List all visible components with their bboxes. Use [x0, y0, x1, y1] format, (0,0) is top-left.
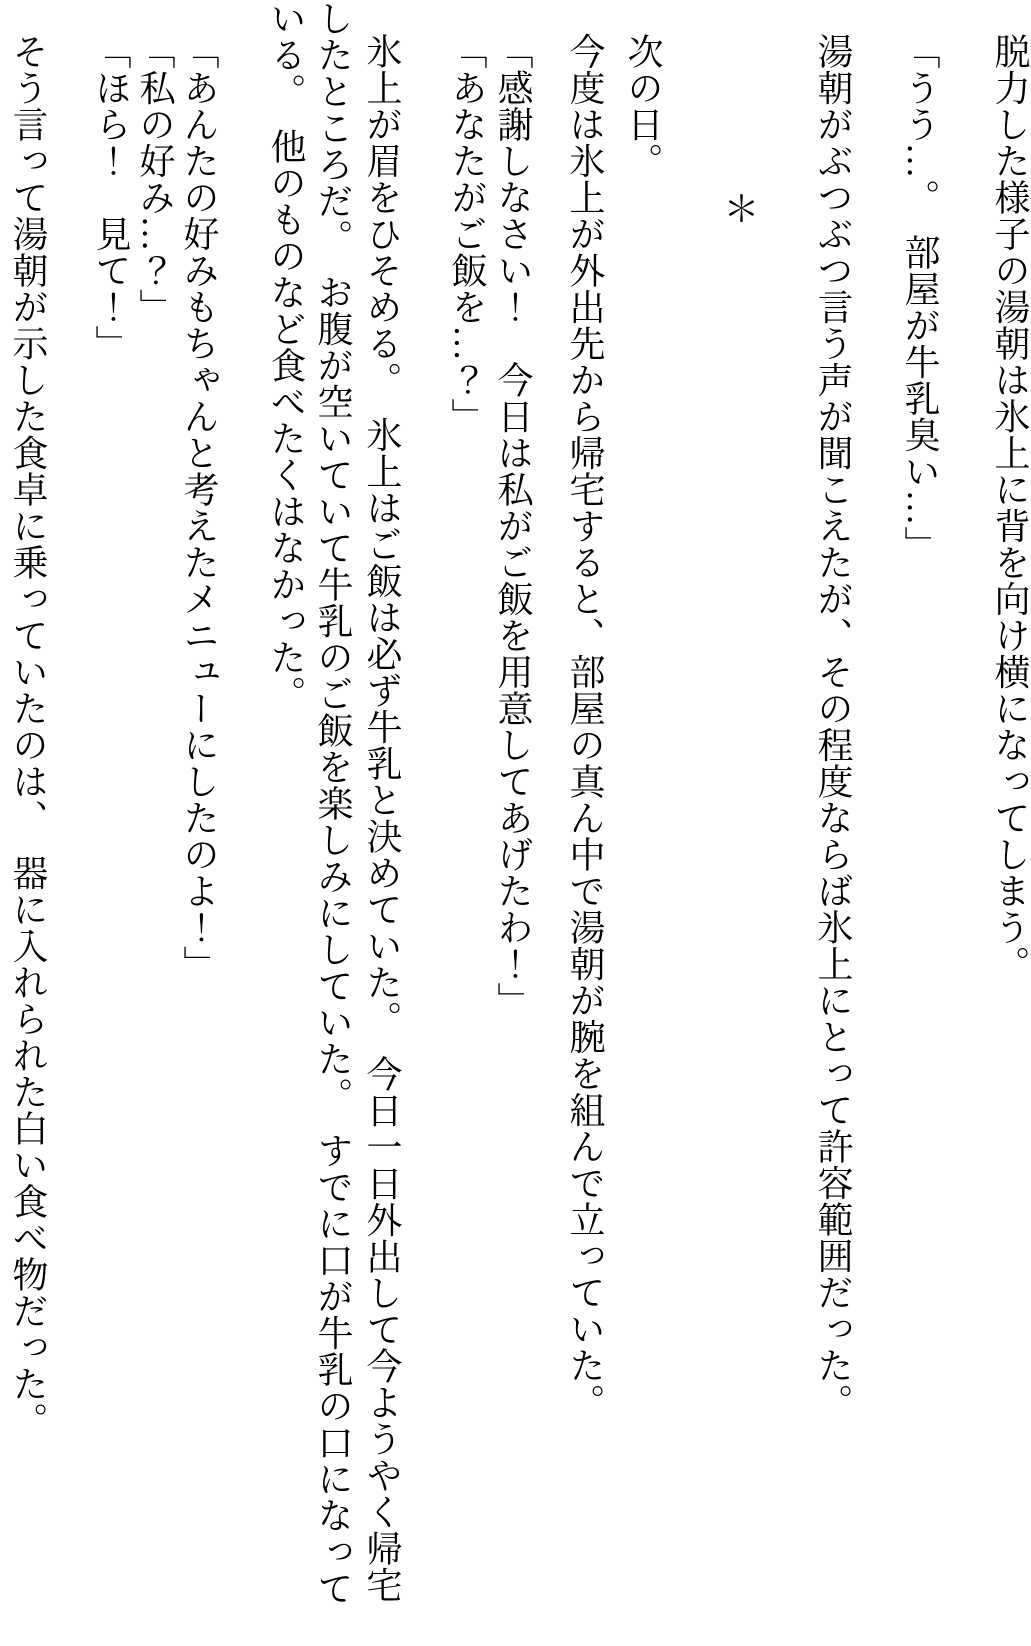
text-line-13: 「私の好み…？」: [135, 33, 175, 325]
text-line-14: 「ほら！ 見て！」: [91, 33, 131, 362]
text-line-3: 湯朝がぶつぶつ言う声が聞こえたが、その程度ならば氷上にとって許容範囲だった。: [813, 33, 853, 1420]
section-separator-asterisk: ＊: [719, 190, 759, 227]
text-line-1: 脱力した様子の湯朝は氷上に背を向け横になってしまう。: [990, 33, 1030, 982]
text-line-11: いる。 他のものなど食べたくはなかった。: [266, 0, 306, 712]
text-line-8: 「あなたがご飯を…？」: [447, 33, 487, 435]
text-line-5: 次の日。: [623, 33, 663, 179]
text-line-7: 「感謝しなさい！ 今日は私がご飯を用意してあげたわ！」: [493, 33, 533, 1019]
text-line-6: 今度は氷上が外出先から帰宅すると、部屋の真ん中で湯朝が腕を組んで立っていた。: [565, 33, 605, 1420]
text-line-15: そう言って湯朝が示した食卓に乗っていたのは、 器に入れられた白い食べ物だった。: [8, 33, 48, 1439]
text-line-9: 氷上が眉をひそめる。 氷上はご飯は必ず牛乳と決めていた。 今日一日外出して今ようやく帰宅: [362, 33, 402, 1603]
text-line-12: 「あんたの好みもちゃんと考えたメニューにしたのよ！」: [179, 33, 219, 982]
text-line-2: 「うう…。 部屋が牛乳臭い…」: [900, 33, 940, 563]
text-line-10: したところだ。 お腹が空いていて牛乳のご飯を楽しみにしていた。 すでに口が牛乳の口になって: [313, 0, 353, 1607]
